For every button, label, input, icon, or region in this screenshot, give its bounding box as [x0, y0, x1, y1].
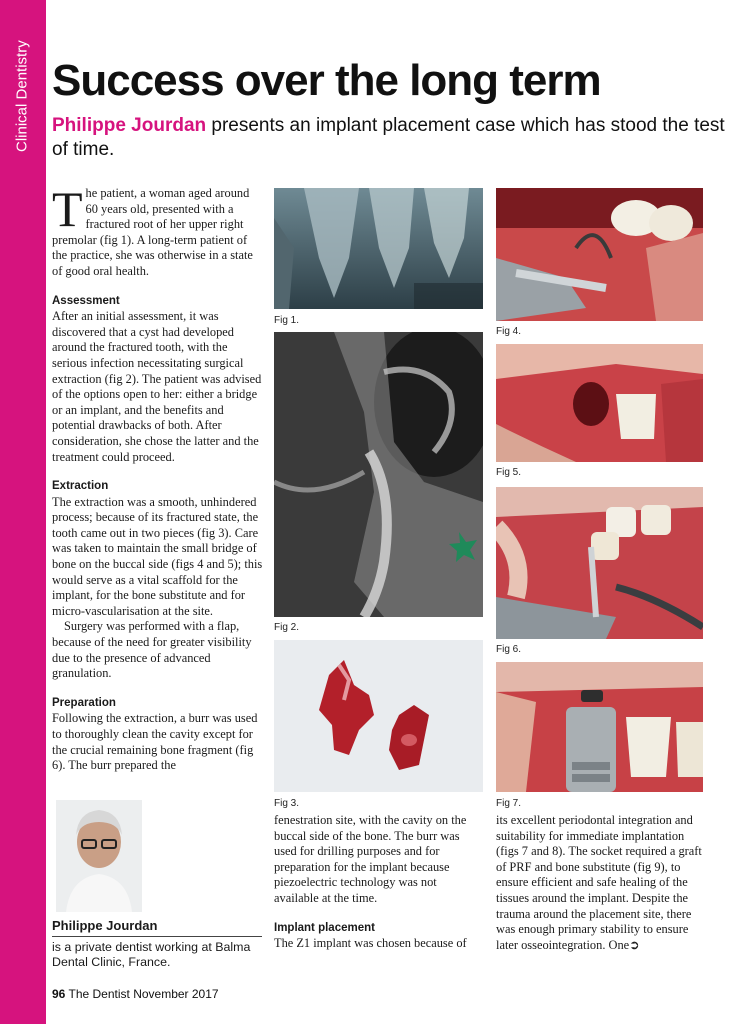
- article-column-3: [496, 813, 704, 953]
- page-number: 96: [52, 987, 66, 1001]
- preparation-paragraph: Following the extraction, a burr was used to thoroughly clean the cavity except for the crucial remaining bone fragment (fig 6). The burr prepared the: [52, 711, 258, 773]
- fig-4-surgical-image: [496, 188, 703, 321]
- standfirst-author: Philippe Jourdan: [52, 115, 207, 136]
- fig-3-extracted-tooth-image: [274, 640, 483, 792]
- fig-7-caption: Fig 7.: [496, 798, 522, 809]
- implant-paragraph: The Z1 implant was chosen because of: [274, 936, 467, 951]
- fig-5-caption: Fig 5.: [496, 467, 522, 478]
- integration-paragraph: its excellent periodontal integration and suitability for immediate implantation (figs 7 and 8). The socket required a graft of PRF and bone substitute (fig 9), to ensure efficient and safe healing of the tissues around the implant. Despite the trauma around the placement site, there was enough primary stability to ensure later osseointegration. One➲: [496, 813, 702, 952]
- section-sidebar: [0, 0, 46, 1024]
- author-bio: [52, 918, 262, 971]
- extraction-paragraph: The extraction was a smooth, unhindered process; because of its fractured state, the tooth came out in two pieces (fig 3). Care was taken to maintain the small bridge of bone on the buccal side (figs 4 and 5); this would serve as a vital scaffold for the implant, for the bone substitute and for micro-vascularisation at the site.: [52, 494, 263, 618]
- fig-3-caption: Fig 3.: [274, 798, 300, 809]
- intro-paragraph: The patient, a woman aged around 60 years old, presented with a fractured root of her upper right premolar (fig 1). A long-term patient of the practice, she was otherwise in a state of good oral health.: [52, 181, 253, 278]
- author-photo: [56, 800, 142, 912]
- preparation-heading: Preparation: [52, 696, 116, 709]
- assessment-heading: Assessment: [52, 294, 120, 307]
- section-label: Clinical Dentistry: [13, 40, 31, 152]
- article-column-2: [274, 813, 482, 952]
- continue-arrow-icon: ➲: [629, 937, 640, 952]
- fig-2-ct-scan-image: [274, 332, 483, 617]
- implant-heading: Implant placement: [274, 921, 375, 934]
- fig-1-caption: Fig 1.: [274, 315, 300, 326]
- publication-name: The Dentist: [68, 987, 130, 1001]
- article-column-1: [52, 181, 264, 774]
- drop-cap: T: [52, 181, 83, 237]
- fig-6-surgical-image: [496, 487, 703, 639]
- surgery-paragraph: Surgery was performed with a flap, because of the need for greater visibility due to the presence of advanced granulation.: [52, 619, 252, 681]
- article-title: Success over the long term: [52, 56, 601, 105]
- fig-6-caption: Fig 6.: [496, 644, 522, 655]
- issue-date: November 2017: [133, 987, 219, 1001]
- fig-1-xray-image: [274, 188, 483, 309]
- fenestration-paragraph: fenestration site, with the cavity on the buccal side of the bone. The burr was used for drilling purposes and for preparation for the implant because piezoelectric technology was not available at the time.: [274, 813, 467, 905]
- fig-5-surgical-image: [496, 344, 703, 462]
- article-standfirst: [52, 114, 732, 162]
- bio-divider: [52, 936, 262, 937]
- fig-4-caption: Fig 4.: [496, 326, 522, 337]
- bio-text: is a private dentist working at Balma Dental Clinic, France.: [52, 939, 251, 970]
- assessment-paragraph: After an initial assessment, it was discovered that a cyst had developed around the fractured tooth, with the serious infection necessitating surgical extraction (fig 2). The patient was advised of the options open to her: either a bridge or an implant, and the benefits and potential drawbacks of both. After consideration, she chose the latter and the treatment could proceed.: [52, 309, 262, 464]
- extraction-heading: Extraction: [52, 480, 109, 493]
- fig-2-caption: Fig 2.: [274, 622, 300, 633]
- page-footer: [52, 987, 219, 1001]
- standfirst-text: presents an implant placement case which has stood the test of time.: [52, 115, 725, 160]
- bio-author-name: Philippe Jourdan: [52, 918, 158, 933]
- fig-7-surgical-image: [496, 662, 703, 792]
